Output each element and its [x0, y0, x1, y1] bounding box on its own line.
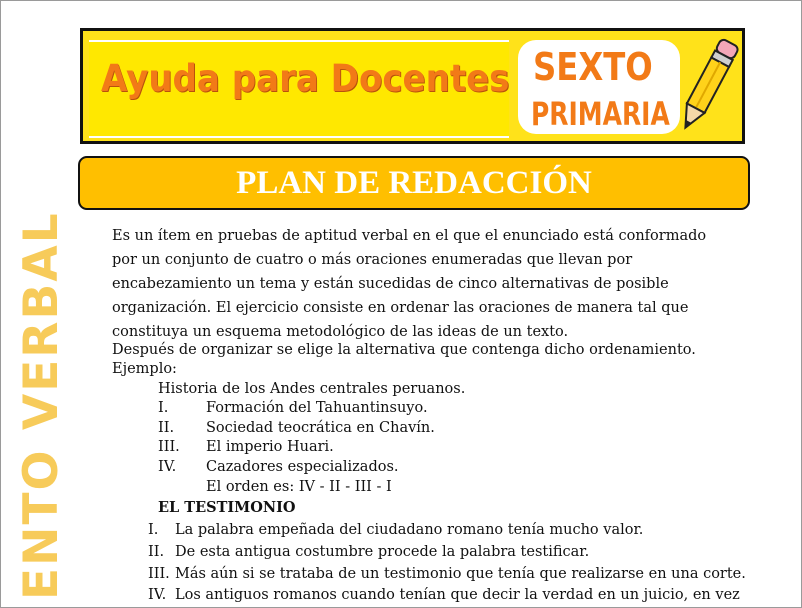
- example-item-number: I.: [158, 400, 169, 416]
- example-item-text: Formación del Tahuantinsuyo.: [206, 400, 428, 416]
- section-item-number: IV.: [148, 587, 167, 603]
- example-item-text: Sociedad teocrática en Chavín.: [206, 420, 435, 436]
- title-bar: [78, 156, 750, 210]
- example-item-text: El imperio Huari.: [206, 439, 334, 455]
- section-item-text: Los antiguos romanos cuando tenían que decir la verdad en un juicio, en vez: [175, 587, 740, 603]
- intro-line: organización. El ejercicio consiste en ordenar las oraciones de manera tal que: [112, 300, 689, 316]
- side-watermark: ENTO VERBAL: [14, 211, 69, 600]
- header-banner: [80, 28, 745, 144]
- section-item-number: I.: [148, 522, 159, 538]
- grade-label: SEXTO: [533, 45, 653, 89]
- section-item-number: III.: [148, 566, 170, 582]
- section-item-number: II.: [148, 544, 165, 560]
- example-order: El orden es: IV - II - III - I: [206, 479, 392, 495]
- after-text: Después de organizar se elige la alternativa que contenga dicho ordenamiento.: [112, 342, 696, 358]
- example-item-text: Cazadores especializados.: [206, 459, 399, 475]
- section-item-text: Más aún si se trataba de un testimonio que tenía que realizarse en una corte.: [175, 566, 746, 582]
- level-label: PRIMARIA: [531, 95, 670, 133]
- section-item-text: De esta antigua costumbre procede la palabra testificar.: [175, 544, 590, 560]
- example-heading: Historia de los Andes centrales peruanos.: [158, 381, 466, 397]
- section-heading: EL TESTIMONIO: [158, 499, 296, 516]
- intro-line: por un conjunto de cuatro o más oraciones enumeradas que llevan por: [112, 252, 633, 268]
- intro-line: Es un ítem en pruebas de aptitud verbal en el que el enunciado está conformado: [112, 228, 707, 244]
- intro-paragraph: [112, 224, 712, 344]
- intro-line: encabezamiento un tema y están sucedidas de cinco alternativas de posible: [112, 276, 669, 292]
- example-label: Ejemplo:: [112, 361, 177, 377]
- pencil-icon: [675, 35, 739, 139]
- brand-logo-text: Ayuda para Docentes: [101, 57, 510, 100]
- page-title: PLAN DE REDACCIÓN: [236, 165, 592, 201]
- example-item-number: III.: [158, 439, 180, 455]
- section-item-text: La palabra empeñada del ciudadano romano tenía mucho valor.: [175, 522, 644, 538]
- example-item-number: II.: [158, 420, 175, 436]
- example-item-number: IV.: [158, 459, 177, 475]
- intro-line: constituya un esquema metodológico de las ideas de un texto.: [112, 324, 569, 340]
